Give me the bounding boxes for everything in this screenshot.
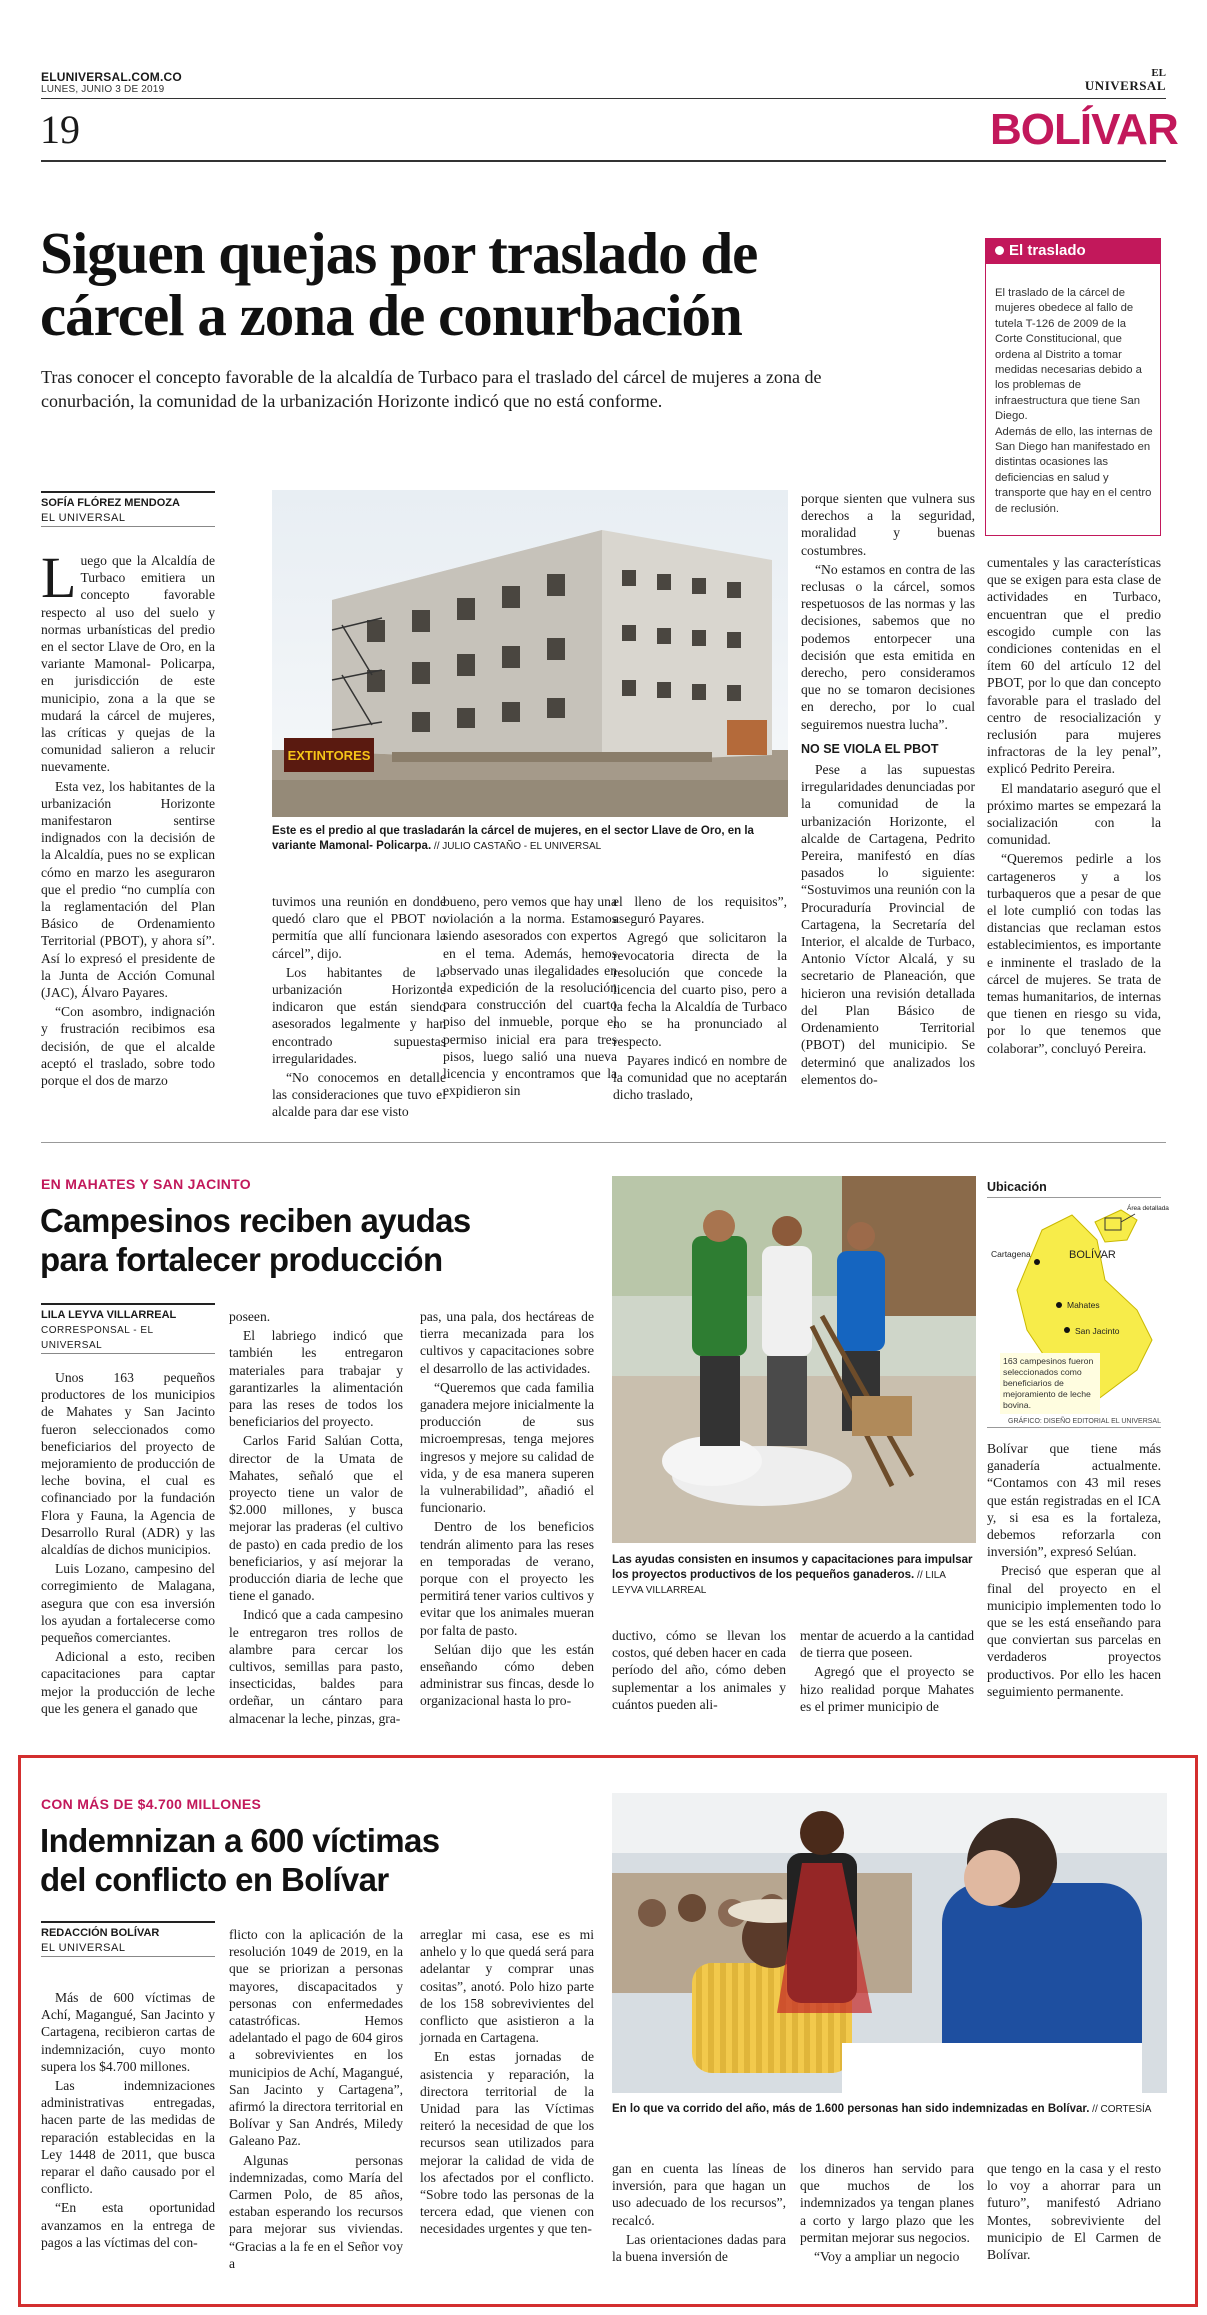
article2-col6 xyxy=(987,1440,1161,1702)
article3-col1-p2: Las indemnizaciones administrativas entregadas, hacen parte de las medidas de reparación establecidas en la Ley 1448 de 2011, que busca reparar el daño causado por el conflicto. xyxy=(41,2078,215,2197)
article2-col4-p1: ductivo, cómo se llevan los costos, qué deben hacer en cada período del año, cómo deben suplementar a los animales y cuántos pueden ali- xyxy=(612,1628,786,1712)
logo-bottom: UNIVERSAL xyxy=(1084,78,1166,93)
article2-col6-p1: Bolívar que tiene más ganadería actualmente. “Contamos con 43 mil reses que están registradas en el ICA y, si esa es la fortaleza, debemos reforzarla con inversión”, expresó Selúan. xyxy=(987,1441,1161,1560)
article3-org: EL UNIVERSAL xyxy=(41,1941,215,1957)
map-label-mahates: Mahates xyxy=(1067,1300,1100,1310)
article1-col6-p1: cumentales y las características que se exigen para esta clase de actividades en Turbaco, encuentran que el predio escogido cumple con las condiciones contenidas en el ítem 60 del artículo 12 del PBOT, por lo que dan concepto favorable para el traslado del centro de resocialización y reclusión para mujeres infractoras de la ley penal”, explicó Pedrito Pereira. xyxy=(987,555,1161,777)
article1-col6 xyxy=(987,554,1161,1059)
article1-col2 xyxy=(272,893,446,1123)
article3-kicker: CON MÁS DE $4.700 MILLONES xyxy=(41,1796,262,1812)
article1-col2-p2: Los habitantes de la urbanización Horizonte indicaron que están siendo asesorados legalmente y han encontrado supuestas irregularidades. xyxy=(272,964,446,1066)
article3-col3 xyxy=(420,1926,594,2240)
article1-title-line1: Siguen quejas por traslado de xyxy=(40,220,758,286)
article1-author: SOFÍA FLÓREZ MENDOZA xyxy=(41,491,215,511)
article1-col5-p2: “No estamos en contra de las reclusas o la cárcel, somos respetuosos de las normas y las decisiones, sabemos que no podemos entorpecer una decisión que esta emitida en derecho, pero consideramos que no se tomaron decisiones en derecho, por lo cual seguiremos nuestra lucha”. xyxy=(801,561,975,732)
sidebar-body xyxy=(995,286,1153,517)
article-divider-1 xyxy=(41,1142,1166,1143)
article1-org: EL UNIVERSAL xyxy=(41,511,215,527)
article1-col1-p3: “Con asombro, indignación y frustración recibimos esa decisión, de que el alcalde aceptó el traslado, sobre todo porque el dos de marzo xyxy=(41,1004,215,1089)
article3-col5-p1: los dineros han servido para que muchos de los indemnizados ya tengan planes a corto y largo plazo que les permitan mejorar sus negocios. xyxy=(800,2161,974,2245)
article1-caption-credit: // JULIO CASTAÑO - EL UNIVERSAL xyxy=(431,841,602,852)
article3-col2-p1: flicto con la aplicación de la resolución 1049 de 2019, en la que se priorizan a personas mayores, discapacitados y personas con enfermedades catastróficas. Hemos adelantado el pago de 604 giros a sobrevivientes en los municipios de Achí, Magangué, San Jacinto y Cartagena”, afirmó la directora territorial en Bolívar y San Andrés, Miledy Galeano Paz. xyxy=(229,1927,403,2149)
article1-col6-p2: El mandatario aseguró que el próximo martes se empezará la socialización con la comunidad. xyxy=(987,780,1161,848)
article2-col1 xyxy=(41,1369,215,1719)
article3-col6-p1: que tengo en la casa y el resto lo voy a ahorrar para un futuro”, manifestó Adriano Montes, sobreviviente del municipio de El Carmen de Bolívar. xyxy=(987,2161,1161,2263)
article3-title-line1: Indemnizan a 600 víctimas xyxy=(40,1822,440,1859)
article3-col4 xyxy=(612,2160,786,2267)
article3-col3-p2: En estas jornadas de asistencia y reparación, la directora territorial de la Unidad para las Víctimas reiteró la necesidad de que los recursos sean utilizados para mejorar la calidad de vida de los afectados por el conflicto. “Sobre todo las personas de la tercera edad, que vienen con necesidades urgentes y que ten- xyxy=(420,2049,594,2237)
article2-col5 xyxy=(800,1627,974,1717)
article3-title xyxy=(40,1821,600,1899)
article1-photo xyxy=(272,490,788,817)
article2-col2-p4: Indicó que a cada campesino le entregaron tres rollos de alambre para cercar los cultivos, semillas para pasto, insecticidas, baldes para ordeñar, un cántaro para almacenar la leche, pinzas, gra- xyxy=(229,1607,403,1726)
article1-col6-p3: “Queremos pedirle a los cartageneros y a los turbaqueros que a pesar de que el lote cumplió con todas las distancias que reclaman estos establecimientos, es importante e inminente el traslado de la cárcel de mujeres. Se trata de temas humanitarios, de internas que tienen en riesgo su vida, por lo que tenemos que colaborar”, concluyó Pereira. xyxy=(987,851,1161,1056)
article2-col4 xyxy=(612,1627,786,1715)
sidebar-p1: El traslado de la cárcel de mujeres obedece al fallo de tutela T-126 de 2009 de la Corte Constitucional, que ordena al Distrito a tomar medidas necesarias debido a los problemas de infraestructura que tiene San Diego. xyxy=(995,287,1142,423)
map-label-cartagena: Cartagena xyxy=(991,1249,1031,1259)
article1-title xyxy=(40,222,960,346)
article1-col5-p1: porque sienten que vulnera sus derechos a la seguridad, moralidad y buenas costumbres. xyxy=(801,491,975,558)
extintores-sign: EXTINTORES xyxy=(287,748,371,763)
article2-col3 xyxy=(420,1308,594,1712)
article1-col2-p3: “No conocemos en detalle las consideraciones que tuvo el alcalde para dar ese visto xyxy=(272,1070,446,1120)
sidebar-header xyxy=(985,238,1161,264)
page-number: 19 xyxy=(40,107,80,152)
article3-col1-p1: Más de 600 víctimas de Achí, Magangué, San Jacinto y Cartagena, recibieron cartas de indemnización, cuyo monto supera los $4.700 millones. xyxy=(41,1990,215,2074)
article2-col1-p2: Luis Lozano, campesino del corregimiento de Malagana, asegura que con esa inversión los ayudan a fortalecerse como pequeños comerciantes. xyxy=(41,1561,215,1646)
article3-col4-p1: gan en cuenta las líneas de inversión, para que hagan un uso adecuado de los recursos”, recalcó. xyxy=(612,2161,786,2228)
sidebar-bullet-icon xyxy=(995,246,1004,255)
masthead-rule xyxy=(41,98,1166,99)
article2-title-line1: Campesinos reciben ayudas xyxy=(40,1202,471,1239)
map-title: Ubicación xyxy=(987,1180,1161,1198)
article1-title-line2: cárcel a zona de conurbación xyxy=(40,282,742,348)
article2-col3-p1: pas, una pala, dos hectáreas de tierra mecanizada para los cultivos y capacitaciones sobre el desarrollo de las actividades. xyxy=(420,1309,594,1376)
article1-col3 xyxy=(443,893,617,1101)
article2-caption-credit: // LILA LEYVA VILLARREAL xyxy=(612,1570,946,1596)
article2-org: CORRESPONSAL - EL UNIVERSAL xyxy=(41,1323,215,1354)
article1-col3-p1: bueno, pero vemos que hay una violación a la norma. Estamos siendo asesorados con expertos en el tema. Además, hemos observado unas ilegalidades en la expedición de la resolución para construcción del cuarto piso del inmueble, porque el permiso inicial era para tres pisos, luego salió una nueva licencia y encontramos que la expidieron sin xyxy=(443,894,617,1099)
article3-col4-p2: Las orientaciones dadas para la buena inversión de xyxy=(612,2231,786,2265)
article3-title-line2: del conflicto en Bolívar xyxy=(40,1861,389,1898)
article2-title-line2: para fortalecer producción xyxy=(40,1241,443,1278)
article1-col1-p1: uego que la Alcaldía de Turbaco emitiera un concepto favorable respecto al uso del suelo y normas urbanísticas del predio en el sector Llave de Oro, en la variante Mamonal- Policarpa, en jurisdicción de este municipio, zona a la que se mudará la cárcel de mujeres, las críticas y quejas de la comunidad salieron a relucir nuevamente. xyxy=(41,553,215,775)
article2-author: LILA LEYVA VILLARREAL xyxy=(41,1303,215,1323)
section-rule xyxy=(41,160,1166,162)
article2-col5-p1: mentar de acuerdo a la cantidad de tierra que poseen. xyxy=(800,1628,974,1661)
article3-caption xyxy=(612,2102,1167,2117)
article1-byline xyxy=(41,491,215,527)
article1-col4-p2: Agregó que solicitaron la revocatoria directa de la resolución que concede la licencia del cuarto piso, pero a la fecha la Alcaldía de Turbaco no se ha pronunciado al respecto. xyxy=(613,930,787,1049)
dropcap: L xyxy=(41,545,77,610)
article3-col5-p2: “Voy a ampliar un negocio xyxy=(814,2249,960,2265)
map-note: 163 campesinos fueron seleccionados como beneficiarios de mejoramiento de leche bovina. xyxy=(1000,1353,1100,1414)
article2-col3-p3: Dentro de los beneficios tendrán alimento para las reses en temporadas de verano, porque con el proyecto les permitirá tener varios cultivos y evitar que los animales mueran por falta de pasto. xyxy=(420,1519,594,1638)
map-credit: GRÁFICO: DISEÑO EDITORIAL EL UNIVERSAL xyxy=(987,1418,1161,1428)
article1-col4 xyxy=(613,893,787,1105)
article2-col5-p2: Agregó que el proyecto se hizo realidad porque Mahates es el primer municipio de xyxy=(800,1664,974,1714)
article1-col4-p1: el lleno de los requisitos”, aseguró Payares. xyxy=(613,894,787,927)
article2-col3-p2: “Queremos que cada familia ganadera mejore inicialmente la producción de sus microempresas, tenga mejores ingresos y mejore su calidad de vida, y de esa manera superen la vulnerabilidad”, añadió el funcionario. xyxy=(420,1379,594,1516)
article3-col1 xyxy=(41,1989,215,2253)
victims-illustration xyxy=(612,1793,1167,2093)
article1-col2-p1: tuvimos una reunión en donde quedó claro que el PBOT no permitía que allí funcionara la cárcel”, dijo. xyxy=(272,894,446,961)
sidebar-title: El traslado xyxy=(1009,242,1086,259)
article3-author: REDACCIÓN BOLÍVAR xyxy=(41,1921,215,1941)
article1-col5 xyxy=(801,490,975,1090)
article2-col6-p2: Precisó que esperan que al final del proyecto en el municipio implementen todo lo que se les está enseñando para que conviertan sus parcelas en verdaderos proyectos productivos. Por ello les hacen seguimiento permanente. xyxy=(987,1563,1161,1699)
masthead-date: LUNES, JUNIO 3 DE 2019 xyxy=(41,84,165,95)
article3-col2-p2: Algunas personas indemnizadas, como María del Carmen Polo, de 85 años, estaban esperando los recursos para mejorar sus viviendas. “Gracias a la fe en el Señor voy a xyxy=(229,2152,403,2271)
article2-title xyxy=(40,1201,600,1279)
article2-col2 xyxy=(229,1308,403,1729)
farmers-illustration xyxy=(612,1176,976,1543)
article1-col1 xyxy=(41,545,215,1091)
article2-col1-p3: Adicional a esto, reciben capacitaciones para captar mejor la producción de leche que les genera el ganado que xyxy=(41,1649,215,1716)
article2-col3-p4: Selúan dijo que les están enseñando cómo deben administrar sus fincas, desde lo organizacional hasta lo pro- xyxy=(420,1641,594,1709)
masthead-logo xyxy=(1080,68,1166,93)
section-title: BOLÍVAR xyxy=(990,105,1178,154)
article3-col3-p1: arreglar mi casa, ese es mi anhelo y lo que quedá será para adelantar y comprar unas cositas”, anotó. Polo hizo parte de los 158 sobrevivientes del conflicto que asistieron a la jornada en Cartagena. xyxy=(420,1927,594,2046)
article3-col2 xyxy=(229,1926,403,2274)
article3-col5 xyxy=(800,2160,974,2267)
article3-byline xyxy=(41,1921,215,1957)
article3-col6 xyxy=(987,2160,1161,2265)
article2-col2-p2: El labriego indicó que también les entregaron materiales para trabajar y garantizarles la alimentación para las reses de todos los beneficiarios del proyecto. xyxy=(229,1328,403,1430)
article1-caption-bold: Este es el predio al que trasladarán la cárcel de mujeres, en el sector Llave de Oro, en la variante Mamonal- Policarpa. xyxy=(272,825,754,852)
article2-caption xyxy=(612,1553,976,1598)
article2-col2-p3: Carlos Farid Salúan Cotta, director de la Umata de Mahates, señaló que el proyecto tiene un valor de $2.000 millones, y busca mejorar las praderas (el cultivo de pasto) en cada predio de los beneficiarios, y así mejorar la producción diaria de leche que tiene el ganado. xyxy=(229,1433,403,1604)
article1-subhead: NO SE VIOLA EL PBOT xyxy=(801,741,939,756)
article2-photo xyxy=(612,1176,976,1543)
article2-byline xyxy=(41,1303,215,1354)
map-label-area: Área detallada xyxy=(1127,1205,1169,1212)
article2-kicker: EN MAHATES Y SAN JACINTO xyxy=(41,1176,251,1192)
article3-caption-credit: // CORTESÍA xyxy=(1089,2104,1152,2115)
masthead-site: ELUNIVERSAL.COM.CO xyxy=(41,70,182,84)
sidebar-p2: Además de ello, las internas de San Diego han manifestado en distintas ocasiones las deficiencias en salud y transporte que hay en el centro de reclusión. xyxy=(995,425,1153,515)
article2-col2-p1: poseen. xyxy=(229,1309,271,1324)
article2-caption-bold: Las ayudas consisten en insumos y capacitaciones para impulsar los proyectos productivos de los pequeños ganaderos. xyxy=(612,1554,973,1581)
building-illustration xyxy=(272,490,788,817)
logo-top: EL xyxy=(1151,67,1166,79)
article1-col1-p2: Esta vez, los habitantes de la urbanización Horizonte manifestaron sentirse indignados con la decisión de la Alcaldía, pues no se explican cómo en marzo les aseguraron que el predio “no cumplía con la reglamentación del Plan Básico de Ordenamiento Territorial (PBOT), y ahora sí”. Así lo expresó el presidente de la Junta de Acción Comunal (JAC), Álvaro Payares. xyxy=(41,778,215,1001)
article1-col4-p3: Payares indicó en nombre de la comunidad que no aceptarán dicho traslado, xyxy=(613,1052,787,1103)
map-label-bolivar: BOLÍVAR xyxy=(1069,1249,1116,1261)
article2-col1-p1: Unos 163 pequeños productores de los municipios de Mahates y San Jacinto fueron seleccionados como beneficiarios del proyecto de mejoramiento de producción de leche bovina, el cual es cofinanciado por la fundación Flora y Fauna, la Agencia de Desarrollo Rural (ADR) y las alcaldías de dichos municipios. xyxy=(41,1370,215,1558)
article3-caption-bold: En lo que va corrido del año, más de 1.600 personas han sido indemnizadas en Bolívar. xyxy=(612,2103,1090,2115)
article3-photo xyxy=(612,1793,1167,2093)
article1-col5-p3: Pese a las supuestas irregularidades denunciadas por la comunidad de la urbanización Horizonte, el alcalde de Cartagena, Pedrito Pereira, manifestó en días pasados lo siguiente: “Sostuvimos una reunión con la Procuraduría Provincial de Cartagena, la Secretaría del Interior, el alcalde de Turbaco, Antonio Víctor Alcalá, y su secretario de Planeación, que hicieron una revisión detallada del Plan Básico de Ordenamiento Territorial (PBOT) del municipio. Se determinó que analizados los elementos do- xyxy=(801,762,975,1087)
map-label-sanjacinto: San Jacinto xyxy=(1075,1326,1120,1336)
article1-caption xyxy=(272,824,788,854)
article1-deck: Tras conocer el concepto favorable de la alcaldía de Turbaco para el traslado del cárcel de mujeres a zona de conurbación, la comunidad de la urbanización Horizonte indicó que no está conforme. xyxy=(41,367,822,411)
article3-col1-p3: “En esta oportunidad avanzamos en la entrega de pagos a las víctimas del con- xyxy=(41,2200,215,2250)
